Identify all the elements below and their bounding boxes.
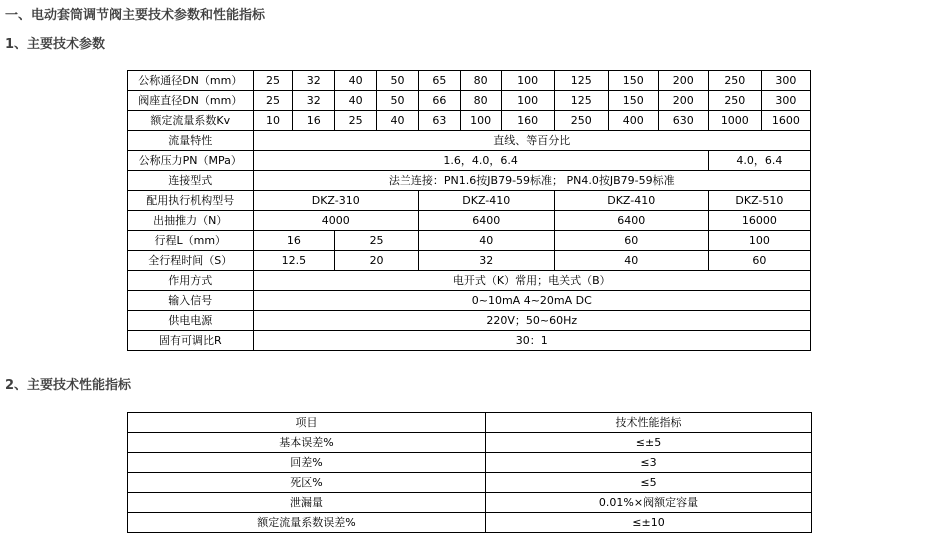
table-header-row bbox=[128, 413, 812, 433]
table-cell: 150 bbox=[608, 91, 658, 111]
table-cell: 160 bbox=[501, 111, 554, 131]
table-cell: ≤3 bbox=[486, 453, 812, 473]
table-cell: DKZ-510 bbox=[708, 191, 810, 211]
table-cell: 额定流量系数误差% bbox=[128, 513, 486, 533]
table-cell: 100 bbox=[460, 111, 501, 131]
table-cell: 32 bbox=[293, 91, 335, 111]
table-row-ratio bbox=[128, 331, 811, 351]
table-cell: 死区% bbox=[128, 473, 486, 493]
table-cell: 60 bbox=[708, 251, 810, 271]
section-title-main-params: 1、主要技术参数 bbox=[5, 37, 106, 52]
table-cell: 125 bbox=[554, 71, 608, 91]
table-cell: 100 bbox=[708, 231, 810, 251]
table-cell: 80 bbox=[460, 71, 501, 91]
table-cell: 300 bbox=[761, 91, 810, 111]
table-row-pn bbox=[128, 151, 811, 171]
row-label-thrust: 出抽推力（N） bbox=[128, 211, 254, 231]
table-cell: 10 bbox=[253, 111, 293, 131]
column-header-item: 项目 bbox=[128, 413, 486, 433]
table-cell: 25 bbox=[335, 231, 419, 251]
table-cell: 1.6，4.0，6.4 bbox=[253, 151, 708, 171]
table-cell: 250 bbox=[708, 71, 761, 91]
table-cell: 40 bbox=[418, 231, 554, 251]
table-cell: 25 bbox=[253, 91, 293, 111]
table-cell: DKZ-310 bbox=[253, 191, 418, 211]
row-label-dn: 公称通径DN（mm） bbox=[128, 71, 254, 91]
table-cell: 基本误差% bbox=[128, 433, 486, 453]
table-row-time bbox=[128, 251, 811, 271]
table-cell: 100 bbox=[501, 91, 554, 111]
column-header-spec: 技术性能指标 bbox=[486, 413, 812, 433]
table-cell: 200 bbox=[658, 91, 708, 111]
table-cell: 12.5 bbox=[253, 251, 335, 271]
table-cell: 32 bbox=[418, 251, 554, 271]
table-cell: 25 bbox=[253, 71, 293, 91]
table-cell: 16 bbox=[293, 111, 335, 131]
table-row bbox=[128, 493, 812, 513]
table-cell: 0~10mA 4~20mA DC bbox=[253, 291, 810, 311]
table-row-dn bbox=[128, 71, 811, 91]
table-cell: 泄漏量 bbox=[128, 493, 486, 513]
table-cell: 40 bbox=[335, 71, 377, 91]
table-row-actuator bbox=[128, 191, 811, 211]
row-label-connection: 连接型式 bbox=[128, 171, 254, 191]
table-cell: 25 bbox=[335, 111, 377, 131]
table-cell: 6400 bbox=[554, 211, 708, 231]
table-cell: 300 bbox=[761, 71, 810, 91]
row-label-stroke: 行程L（mm） bbox=[128, 231, 254, 251]
row-label-actuator: 配用执行机构型号 bbox=[128, 191, 254, 211]
table-row bbox=[128, 473, 812, 493]
table-row bbox=[128, 453, 812, 473]
row-label-kv: 额定流量系数Kv bbox=[128, 111, 254, 131]
table-cell: ≤±10 bbox=[486, 513, 812, 533]
row-label-power: 供电电源 bbox=[128, 311, 254, 331]
table-cell: 400 bbox=[608, 111, 658, 131]
table-cell: 6400 bbox=[418, 211, 554, 231]
table-row-thrust bbox=[128, 211, 811, 231]
table-cell: 0.01%×阀额定容量 bbox=[486, 493, 812, 513]
row-label-flow: 流量特性 bbox=[128, 131, 254, 151]
table-cell: 200 bbox=[658, 71, 708, 91]
table-cell: 1000 bbox=[708, 111, 761, 131]
table-cell: 回差% bbox=[128, 453, 486, 473]
table-cell: 50 bbox=[377, 91, 419, 111]
table-cell: DKZ-410 bbox=[418, 191, 554, 211]
table-cell: 250 bbox=[554, 111, 608, 131]
table-cell: 电开式（K）常用；电关式（B） bbox=[253, 271, 810, 291]
table-cell: 630 bbox=[658, 111, 708, 131]
table-cell: 直线、等百分比 bbox=[253, 131, 810, 151]
performance-table bbox=[127, 412, 812, 533]
table-cell: 60 bbox=[554, 231, 708, 251]
table-row-action bbox=[128, 271, 811, 291]
section-title-performance: 2、主要技术性能指标 bbox=[5, 378, 132, 393]
table-row bbox=[128, 433, 812, 453]
table-cell: 220V；50~60Hz bbox=[253, 311, 810, 331]
table-cell: 66 bbox=[418, 91, 460, 111]
table-cell: 125 bbox=[554, 91, 608, 111]
table-cell: 法兰连接：PN1.6按JB79-59标准； PN4.0按JB79-59标准 bbox=[253, 171, 810, 191]
table-row-power bbox=[128, 311, 811, 331]
row-label-action: 作用方式 bbox=[128, 271, 254, 291]
table-cell: 32 bbox=[293, 71, 335, 91]
table-row-connection bbox=[128, 171, 811, 191]
table-cell: 20 bbox=[335, 251, 419, 271]
table-cell: 65 bbox=[418, 71, 460, 91]
table-cell: 63 bbox=[418, 111, 460, 131]
table-cell: ≤±5 bbox=[486, 433, 812, 453]
table-cell: 16 bbox=[253, 231, 335, 251]
row-label-ratio: 固有可调比R bbox=[128, 331, 254, 351]
page-title: 一、电动套筒调节阀主要技术参数和性能指标 bbox=[5, 8, 266, 23]
table-cell: 80 bbox=[460, 91, 501, 111]
table-cell: ≤5 bbox=[486, 473, 812, 493]
table-cell: 40 bbox=[377, 111, 419, 131]
table-row-seat bbox=[128, 91, 811, 111]
table-cell: 150 bbox=[608, 71, 658, 91]
table-cell: 40 bbox=[554, 251, 708, 271]
table-cell: 1600 bbox=[761, 111, 810, 131]
table-cell: 100 bbox=[501, 71, 554, 91]
table-row-flow bbox=[128, 131, 811, 151]
table-cell: 4000 bbox=[253, 211, 418, 231]
row-label-seat: 阀座直径DN（mm） bbox=[128, 91, 254, 111]
main-params-table bbox=[127, 70, 811, 351]
table-row bbox=[128, 513, 812, 533]
table-row-stroke bbox=[128, 231, 811, 251]
table-row-kv bbox=[128, 111, 811, 131]
table-row-input bbox=[128, 291, 811, 311]
row-label-input: 输入信号 bbox=[128, 291, 254, 311]
table-cell: 40 bbox=[335, 91, 377, 111]
table-cell: 50 bbox=[377, 71, 419, 91]
table-cell: 30：1 bbox=[253, 331, 810, 351]
row-label-pn: 公称压力PN（MPa） bbox=[128, 151, 254, 171]
table-cell: DKZ-410 bbox=[554, 191, 708, 211]
row-label-time: 全行程时间（S） bbox=[128, 251, 254, 271]
table-cell: 4.0，6.4 bbox=[708, 151, 810, 171]
table-cell: 16000 bbox=[708, 211, 810, 231]
table-cell: 250 bbox=[708, 91, 761, 111]
